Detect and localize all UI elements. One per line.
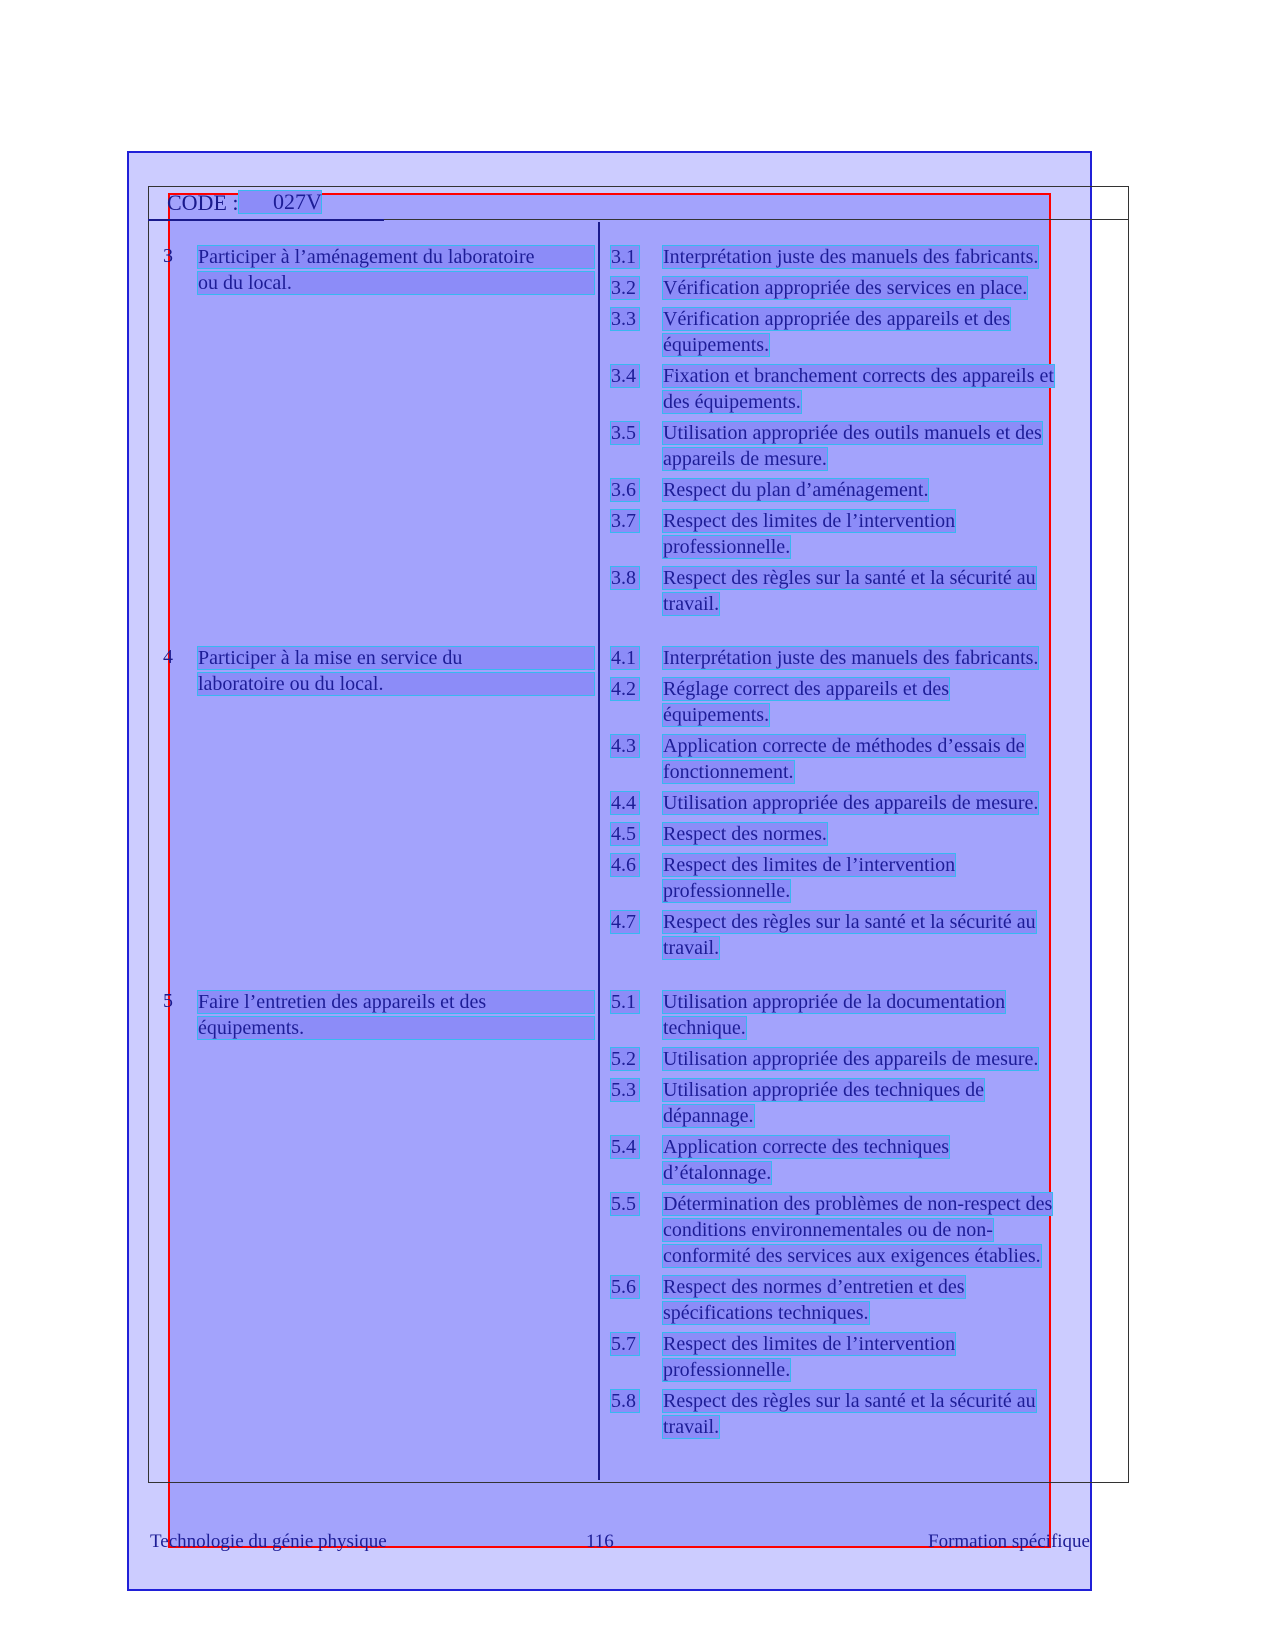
criterion-number: 5.5 [610,1192,640,1216]
criterion-text-line: Application correcte de méthodes d’essais de [663,735,1025,757]
criterion-text-line: Respect des normes. [663,823,827,845]
criterion-text-line: travail. [663,937,720,959]
criterion-text-line: travail. [663,1416,720,1438]
criterion-number: 4.5 [610,822,640,846]
competency-title-line: ou du local. [197,271,595,295]
criterion-number: 5.1 [610,990,640,1014]
competency-number: 3 [163,245,173,267]
criterion-number: 5.6 [610,1275,640,1299]
criterion-text-line: travail. [663,593,720,615]
competency-title-line: Faire l’entretien des appareils et des [197,990,595,1014]
criterion-number: 3.5 [610,421,640,445]
criterion-number: 4.6 [610,853,640,877]
criterion-number: 4.4 [610,791,640,815]
criterion-text-line: Fixation et branchement corrects des appareils et [663,365,1054,387]
criterion-text-line: dépannage. [663,1105,754,1127]
criterion-text-line: Respect des règles sur la santé et la sécurité au [663,1390,1036,1412]
criterion-text-line: d’étalonnage. [663,1162,772,1184]
criterion-number: 5.4 [610,1135,640,1159]
criterion-text-line: conformité des services aux exigences établies. [663,1245,1041,1267]
criterion-text-line: Respect du plan d’aménagement. [663,479,929,501]
footer-page-number: 116 [586,1531,614,1552]
criterion-text-line: des équipements. [663,391,801,413]
criterion-number: 3.7 [610,509,640,533]
criterion-text-line: équipements. [663,334,770,356]
criterion-text-line: Utilisation appropriée des appareils de mesure. [663,792,1039,814]
criterion-number: 3.8 [610,566,640,590]
criterion-number: 4.1 [610,646,640,670]
column-divider [598,222,600,1480]
criterion-text-line: spécifications techniques. [663,1302,869,1324]
criterion-text-line: Vérification appropriée des services en place. [663,277,1028,299]
criterion-text-line: Respect des règles sur la santé et la sécurité au [663,567,1036,589]
criterion-text-line: professionnelle. [663,536,791,558]
criterion-text-line: appareils de mesure. [663,448,827,470]
competency-title-line: Participer à la mise en service du [197,646,595,670]
criterion-number: 3.4 [610,364,640,388]
code-value: 027V [238,190,322,214]
criterion-text-line: conditions environnementales ou de non- [663,1219,993,1241]
criterion-text-line: Détermination des problèmes de non-respect des [663,1193,1053,1215]
criterion-text-line: professionnelle. [663,1359,791,1381]
criterion-number: 3.1 [610,245,640,269]
criterion-number: 4.2 [610,677,640,701]
criterion-number: 5.7 [610,1332,640,1356]
criterion-number: 3.2 [610,276,640,300]
criterion-text-line: Respect des limites de l’intervention [663,1333,956,1355]
criterion-text-line: professionnelle. [663,880,791,902]
criterion-number: 5.8 [610,1389,640,1413]
criterion-text-line: Utilisation appropriée des appareils de mesure. [663,1048,1039,1070]
competency-title-line: équipements. [197,1016,595,1040]
criterion-text-line: Application correcte des techniques [663,1136,949,1158]
criterion-text-line: Interprétation juste des manuels des fabricants. [663,246,1039,268]
criterion-text-line: Respect des règles sur la santé et la sécurité au [663,911,1036,933]
footer-right: Formation spécifique [928,1531,1090,1552]
criterion-text-line: Interprétation juste des manuels des fabricants. [663,647,1039,669]
criterion-number: 4.3 [610,734,640,758]
criterion-text-line: Respect des limites de l’intervention [663,854,956,876]
competency-title-line: Participer à l’aménagement du laboratoire [197,245,595,269]
footer-left: Technologie du génie physique [150,1531,387,1552]
criterion-number: 3.3 [610,307,640,331]
criterion-number: 5.2 [610,1047,640,1071]
criterion-text-line: fonctionnement. [663,761,794,783]
competency-title-line: laboratoire ou du local. [197,672,595,696]
criterion-text-line: Respect des normes d’entretien et des [663,1276,965,1298]
code-underline [148,219,384,221]
criterion-number: 5.3 [610,1078,640,1102]
criterion-text-line: Utilisation appropriée des outils manuels et des [663,422,1042,444]
criterion-text-line: Utilisation appropriée des techniques de [663,1079,985,1101]
criterion-text-line: Respect des limites de l’intervention [663,510,956,532]
competency-number: 4 [163,646,173,668]
criterion-text-line: Réglage correct des appareils et des [663,678,949,700]
criterion-text-line: Vérification appropriée des appareils et des [663,308,1011,330]
competency-number: 5 [163,990,173,1012]
criterion-text-line: technique. [663,1017,746,1039]
criterion-text-line: Utilisation appropriée de la documentation [663,991,1006,1013]
code-label: CODE : [167,190,239,215]
criterion-number: 3.6 [610,478,640,502]
criterion-text-line: équipements. [663,704,770,726]
criterion-number: 4.7 [610,910,640,934]
